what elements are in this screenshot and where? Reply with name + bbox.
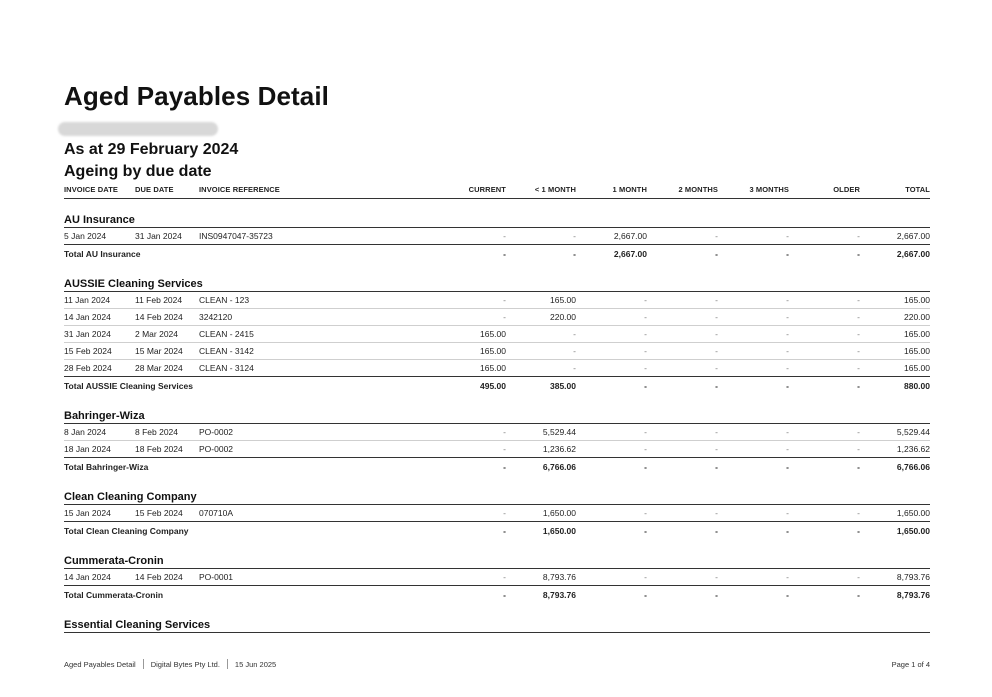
col-invoice-reference-header: INVOICE REFERENCE (199, 185, 280, 194)
total-cell-total: 880.00 (904, 381, 930, 391)
total-cell-total: 1,650.00 (896, 526, 930, 536)
col-due-date-header: DUE DATE (135, 185, 174, 194)
supplier-group-heading: Essential Cleaning Services (64, 616, 930, 633)
total-cell-3-months: - (786, 526, 789, 536)
cell-lt-1-month: 8,793.76 (542, 572, 576, 582)
cell-1-month: - (644, 427, 647, 437)
group-total-row (64, 377, 930, 395)
cell-3-months: - (786, 312, 789, 322)
report-title: Aged Payables Detail (64, 81, 329, 111)
cell-older: - (857, 312, 860, 322)
cell-invoice-date: 15 Jan 2024 (64, 508, 111, 518)
cell-3-months: - (786, 363, 789, 373)
cell-current: - (503, 444, 506, 454)
total-cell-3-months: - (786, 249, 789, 259)
table-row (64, 228, 930, 245)
table-row (64, 326, 930, 343)
cell-total: 165.00 (904, 329, 930, 339)
group-total-label: Total AU Insurance (64, 249, 141, 259)
cell-current: 165.00 (480, 363, 506, 373)
col-older-header: OLDER (833, 185, 860, 194)
total-cell-older: - (857, 381, 860, 391)
cell-lt-1-month: - (573, 363, 576, 373)
cell-current: 165.00 (480, 346, 506, 356)
cell-1-month: - (644, 329, 647, 339)
table-row (64, 360, 930, 377)
total-cell-2-months: - (715, 249, 718, 259)
cell-invoice-reference: CLEAN - 2415 (199, 329, 254, 339)
cell-3-months: - (786, 295, 789, 305)
cell-due-date: 2 Mar 2024 (135, 329, 178, 339)
total-cell-current: - (503, 462, 506, 472)
total-cell-lt-1-month: 385.00 (550, 381, 576, 391)
total-cell-1-month: - (644, 462, 647, 472)
footer-separator (143, 659, 144, 669)
cell-current: - (503, 508, 506, 518)
total-cell-3-months: - (786, 381, 789, 391)
total-cell-current: - (503, 526, 506, 536)
group-total-label: Total AUSSIE Cleaning Services (64, 381, 193, 391)
cell-invoice-date: 28 Feb 2024 (64, 363, 112, 373)
supplier-group-heading: AUSSIE Cleaning Services (64, 275, 930, 292)
cell-lt-1-month: - (573, 329, 576, 339)
report-page (64, 0, 930, 697)
cell-3-months: - (786, 329, 789, 339)
cell-1-month: - (644, 295, 647, 305)
cell-invoice-reference: PO-0001 (199, 572, 234, 582)
cell-older: - (857, 444, 860, 454)
cell-invoice-reference: 070710A (199, 508, 234, 518)
cell-2-months: - (715, 312, 718, 322)
total-cell-older: - (857, 462, 860, 472)
supplier-group-heading: Clean Cleaning Company (64, 488, 930, 505)
total-cell-current: - (503, 249, 506, 259)
cell-due-date: 14 Feb 2024 (135, 312, 183, 322)
cell-invoice-date: 8 Jan 2024 (64, 427, 107, 437)
report-as-at-date: As at 29 February 2024 (64, 141, 239, 158)
total-cell-total: 8,793.76 (896, 590, 930, 600)
col-3-months-header: 3 MONTHS (749, 185, 789, 194)
col-current-header: CURRENT (468, 185, 506, 194)
cell-3-months: - (786, 444, 789, 454)
total-cell-3-months: - (786, 590, 789, 600)
cell-current: - (503, 427, 506, 437)
cell-1-month: - (644, 444, 647, 454)
cell-older: - (857, 508, 860, 518)
cell-older: - (857, 295, 860, 305)
cell-1-month: - (644, 346, 647, 356)
cell-2-months: - (715, 444, 718, 454)
supplier-group-heading: Bahringer-Wiza (64, 407, 930, 424)
cell-older: - (857, 363, 860, 373)
cell-lt-1-month: 165.00 (550, 295, 576, 305)
col-invoice-date-header: INVOICE DATE (64, 185, 118, 194)
table-row (64, 505, 930, 522)
table-row (64, 424, 930, 441)
footer-page-number: Page 1 of 4 (891, 659, 930, 669)
table-header-row (64, 181, 930, 199)
cell-3-months: - (786, 231, 789, 241)
cell-1-month: - (644, 312, 647, 322)
total-cell-older: - (857, 526, 860, 536)
cell-invoice-reference: PO-0002 (199, 444, 234, 454)
table-row (64, 292, 930, 309)
cell-total: 2,667.00 (896, 231, 930, 241)
cell-2-months: - (715, 363, 718, 373)
group-total-row (64, 522, 930, 540)
cell-1-month: - (644, 508, 647, 518)
cell-invoice-date: 31 Jan 2024 (64, 329, 111, 339)
cell-invoice-date: 5 Jan 2024 (64, 231, 107, 241)
cell-lt-1-month: - (573, 346, 576, 356)
cell-2-months: - (715, 295, 718, 305)
cell-2-months: - (715, 508, 718, 518)
cell-invoice-reference: CLEAN - 3142 (199, 346, 254, 356)
cell-1-month: - (644, 572, 647, 582)
cell-invoice-reference: INS0947047-35723 (199, 231, 273, 241)
table-row (64, 309, 930, 326)
cell-1-month: - (644, 363, 647, 373)
cell-total: 1,236.62 (896, 444, 930, 454)
cell-due-date: 15 Feb 2024 (135, 508, 183, 518)
total-cell-1-month: - (644, 590, 647, 600)
cell-invoice-reference: CLEAN - 123 (199, 295, 250, 305)
cell-3-months: - (786, 508, 789, 518)
total-cell-total: 2,667.00 (896, 249, 930, 259)
cell-invoice-date: 18 Jan 2024 (64, 444, 111, 454)
cell-lt-1-month: - (573, 231, 576, 241)
total-cell-older: - (857, 590, 860, 600)
cell-older: - (857, 329, 860, 339)
total-cell-2-months: - (715, 590, 718, 600)
cell-current: 165.00 (480, 329, 506, 339)
cell-total: 220.00 (904, 312, 930, 322)
cell-total: 165.00 (904, 295, 930, 305)
table-row (64, 569, 930, 586)
col-2-months-header: 2 MONTHS (678, 185, 718, 194)
cell-invoice-date: 14 Jan 2024 (64, 312, 111, 322)
cell-current: - (503, 295, 506, 305)
cell-current: - (503, 312, 506, 322)
cell-older: - (857, 572, 860, 582)
total-cell-2-months: - (715, 462, 718, 472)
cell-current: - (503, 231, 506, 241)
cell-total: 1,650.00 (896, 508, 930, 518)
cell-lt-1-month: 1,236.62 (542, 444, 576, 454)
cell-2-months: - (715, 427, 718, 437)
cell-due-date: 11 Feb 2024 (135, 295, 183, 305)
total-cell-total: 6,766.06 (896, 462, 930, 472)
footer-date: 15 Jun 2025 (234, 659, 277, 669)
cell-1-month: 2,667.00 (613, 231, 647, 241)
cell-due-date: 28 Mar 2024 (135, 363, 183, 373)
cell-due-date: 8 Feb 2024 (135, 427, 179, 437)
cell-lt-1-month: 1,650.00 (542, 508, 576, 518)
cell-due-date: 18 Feb 2024 (135, 444, 183, 454)
cell-total: 165.00 (904, 346, 930, 356)
aged-payables-table (64, 181, 930, 633)
cell-due-date: 31 Jan 2024 (135, 231, 182, 241)
cell-lt-1-month: 5,529.44 (542, 427, 576, 437)
total-cell-lt-1-month: 1,650.00 (542, 526, 576, 536)
total-cell-lt-1-month: 8,793.76 (542, 590, 576, 600)
cell-total: 8,793.76 (896, 572, 930, 582)
total-cell-3-months: - (786, 462, 789, 472)
cell-total: 5,529.44 (896, 427, 930, 437)
cell-invoice-reference: CLEAN - 3124 (199, 363, 254, 373)
cell-invoice-date: 15 Feb 2024 (64, 346, 112, 356)
cell-older: - (857, 346, 860, 356)
cell-invoice-reference: PO-0002 (199, 427, 234, 437)
cell-invoice-date: 11 Jan 2024 (64, 295, 111, 305)
total-cell-current: 495.00 (480, 381, 506, 391)
cell-2-months: - (715, 231, 718, 241)
group-total-row (64, 586, 930, 604)
group-total-row (64, 245, 930, 263)
table-row (64, 441, 930, 458)
supplier-group-heading: AU Insurance (64, 211, 930, 228)
footer-separator (227, 659, 228, 669)
col-total-header: TOTAL (905, 185, 930, 194)
total-cell-lt-1-month: - (573, 249, 576, 259)
total-cell-1-month: - (644, 381, 647, 391)
supplier-groups (64, 211, 930, 633)
total-cell-2-months: - (715, 526, 718, 536)
total-cell-1-month: - (644, 526, 647, 536)
col-lt-1-month-header: < 1 MONTH (534, 185, 576, 194)
cell-current: - (503, 572, 506, 582)
report-ageing-basis: Ageing by due date (64, 163, 212, 180)
footer-company: Digital Bytes Pty Ltd. (150, 659, 220, 669)
footer-report-name: Aged Payables Detail (64, 659, 136, 669)
cell-total: 165.00 (904, 363, 930, 373)
group-total-row (64, 458, 930, 476)
cell-3-months: - (786, 346, 789, 356)
page-footer (64, 659, 930, 669)
total-cell-2-months: - (715, 381, 718, 391)
cell-due-date: 14 Feb 2024 (135, 572, 183, 582)
total-cell-older: - (857, 249, 860, 259)
table-row (64, 343, 930, 360)
cell-3-months: - (786, 572, 789, 582)
cell-invoice-reference: 3242120 (199, 312, 233, 322)
group-total-label: Total Cummerata-Cronin (64, 590, 164, 600)
col-1-month-header: 1 MONTH (612, 185, 647, 194)
cell-2-months: - (715, 346, 718, 356)
cell-2-months: - (715, 572, 718, 582)
total-cell-lt-1-month: 6,766.06 (542, 462, 576, 472)
supplier-group-heading: Cummerata-Cronin (64, 552, 930, 569)
cell-lt-1-month: 220.00 (550, 312, 576, 322)
redacted-company-name (58, 122, 218, 136)
cell-older: - (857, 427, 860, 437)
cell-2-months: - (715, 329, 718, 339)
cell-invoice-date: 14 Jan 2024 (64, 572, 111, 582)
group-total-label: Total Bahringer-Wiza (64, 462, 149, 472)
total-cell-current: - (503, 590, 506, 600)
cell-3-months: - (786, 427, 789, 437)
cell-older: - (857, 231, 860, 241)
cell-due-date: 15 Mar 2024 (135, 346, 183, 356)
group-total-label: Total Clean Cleaning Company (64, 526, 189, 536)
total-cell-1-month: 2,667.00 (613, 249, 647, 259)
